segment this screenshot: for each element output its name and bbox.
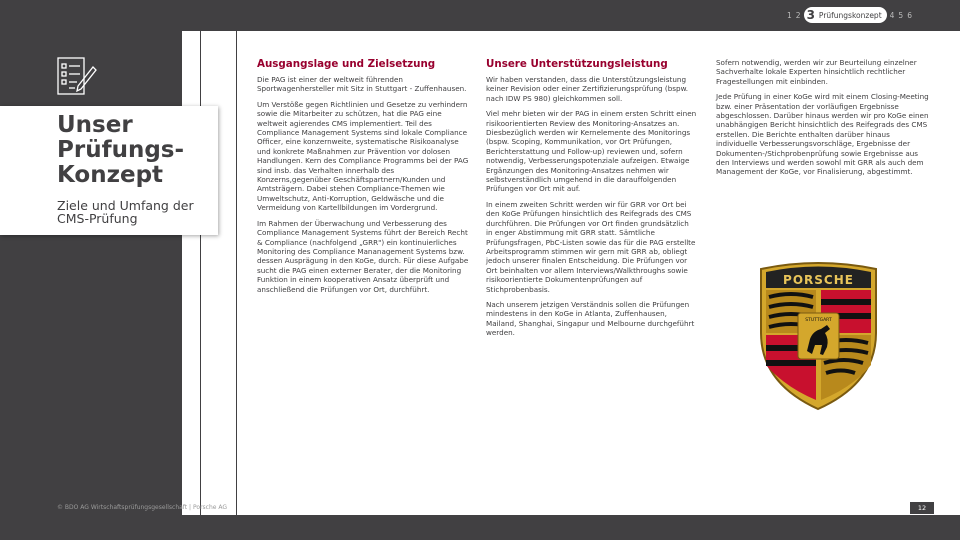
nav-page-1[interactable]: 1 xyxy=(787,10,792,20)
column-unterstuetzung xyxy=(486,55,697,344)
nav-current-page[interactable] xyxy=(804,7,887,23)
divider-line xyxy=(236,31,237,515)
column-heading: Unsere Unterstützungsleistung xyxy=(486,58,668,70)
bottom-bar xyxy=(182,515,960,540)
logo-city-text: STUTTGART xyxy=(805,318,832,323)
page-title: Unser Prüfungs- Konzept xyxy=(57,112,185,188)
page-navigation xyxy=(785,7,914,23)
paragraph: Viel mehr bieten wir der PAG in einem ersten Schritt einen risikoorientierten Review des Monitoring-Ansatzes an. Diesbezüglich werden wir Kernelemente des Monitorings (bspw. Scoping, Kommunikation, vor Ort Prüfungen, Berichterstattung und Follow-up) reviewen und, sofern notwendig, Verbesserungspotenziale aufzeigen. Etwaige Ergänzungen des Monitoring-Ansatzes nehmen wir selbstverständlich umgehend in die darauffolgenden Prüfungen vor Ort mit auf. xyxy=(486,109,697,194)
porsche-crest-logo xyxy=(755,255,882,415)
paragraph: Nach unserem jetzigen Verständnis sollen die Prüfungen mindestens in den KoGe in Atlanta, Zuffenhausen, Mailand, Shanghai, Singapur und Melbourne durchgeführt werden. xyxy=(486,299,695,338)
paragraph: Im Rahmen der Überwachung und Verbesserung des Compliance Management Systems führt der Bereich Recht & Compliance (nachfolgend „GRR") ein kontinuierliches Monitoring des Compliance Mananagement Systems bzw. dessen Ausprägung in den KoGe, durch. Für diese Aufgabe sucht die PAG einen externer Berater, der die Monitoring Funktion in einem kooperativen Ansatz überprüft und anschließend die Prüfungen vor Ort, durchführt. xyxy=(257,218,469,294)
paragraph: Um Verstöße gegen Richtlinien und Gesetze zu verhindern sowie die Mitarbeiter zu schützen, hat die PAG eine weltweit agierendes CMS implementiert. Teil des Compliance Management Systems sind lokale Compliance Officer, eine konzernweite, systematische Risikoanalyse und konkrete Maßnahmen zur Prävention vor dolosen Handlungen. Kern des Compliance Programms bei der PAG sind insb. das Verhalten innerhalb des Konzerns,gegenüber Geschäftspartnern/Kunden und Amtsträgern. Dabei stehen Compliance-Themen wie Umweltschutz, Anti-Korruption, Geldwäsche und die Vermeidung von Kartellbildungen im Vordergrund. xyxy=(257,99,469,213)
nav-page-6[interactable]: 6 xyxy=(907,10,912,20)
paragraph: Jede Prüfung in einer KoGe wird mit einem Closing-Meeting bzw. einer Präsentation der vorläufigen Ergebnisse abgeschlossen. Darüber hinaus werden wir pro KoGe einen unabhängigen Bericht hinsichtlich des Reifegrads des CMS erstellen. Die Berichte enthalten darüber hinaus individuelle Verbesserungsvorschläge, Ergebnisse der Dokumenten-/Stichprobenprüfung sowie Ergebnisse aus den Interviews und werden sowohl mit GRR als auch dem Management der KoGe, vor Finalisierung, abgestimmt. xyxy=(716,92,929,177)
paragraph: Sofern notwendig, werden wir zur Beurteilung einzelner Sachverhalte lokale Experten hinsichtlich rechtlicher Fragestellungen mit einbinden. xyxy=(716,58,917,86)
page-subtitle: Ziele und Umfang der CMS-Prüfung xyxy=(57,198,194,226)
nav-page-5[interactable]: 5 xyxy=(898,10,904,20)
logo-text: PORSCHE xyxy=(783,273,854,287)
nav-page-2[interactable]: 2 xyxy=(795,10,801,20)
column-heading: Ausgangslage und Zielsetzung xyxy=(257,58,436,70)
title-box xyxy=(0,106,218,235)
document-checklist-icon xyxy=(55,57,97,97)
divider-line xyxy=(200,31,201,515)
column-ausgangslage xyxy=(257,55,470,300)
nav-page-4[interactable]: 4 xyxy=(889,10,895,20)
nav-current-number: 3 xyxy=(806,8,815,22)
paragraph: Wir haben verstanden, dass die Unterstützungsleistung keiner Revision oder einer Zertifizierungsprüfung (bspw. nach IDW PS 980) gleichkommen soll. xyxy=(486,75,689,103)
footer-text: © BDO AG Wirtschaftsprüfungsgesellschaft | Porsche AG xyxy=(57,504,228,511)
nav-current-label: Prüfungskonzept xyxy=(818,10,882,20)
paragraph: Die PAG ist einer der weltweit führenden Sportwagenhersteller mit Sitz in Stuttgart - Zuffenhausen. xyxy=(257,75,467,94)
page-number: 12 xyxy=(910,502,934,514)
paragraph: In einem zweiten Schritt werden wir für GRR vor Ort bei den KoGe Prüfungen hinsichtlich des Reifegrads des CMS durchführen. Die Prüfungen vor Ort finden grundsätzlich in enger Abstimmung mit GRR statt. Sämtliche Prüfungsfragen, PbC-Listen sowie das für die PAG erstellte Arbeitsprogramm stimmen wir gern mit GRR ab, obliegt jedoch unserer finalen Entscheidung. Die Prüfungen vor Ort beinhalten vor allem Interviews/Walkthroughs sowie risikoorientierte Dokumentenprüfungen auf Stichprobenbasis. xyxy=(486,199,696,294)
column-fortsetzung xyxy=(716,58,930,183)
